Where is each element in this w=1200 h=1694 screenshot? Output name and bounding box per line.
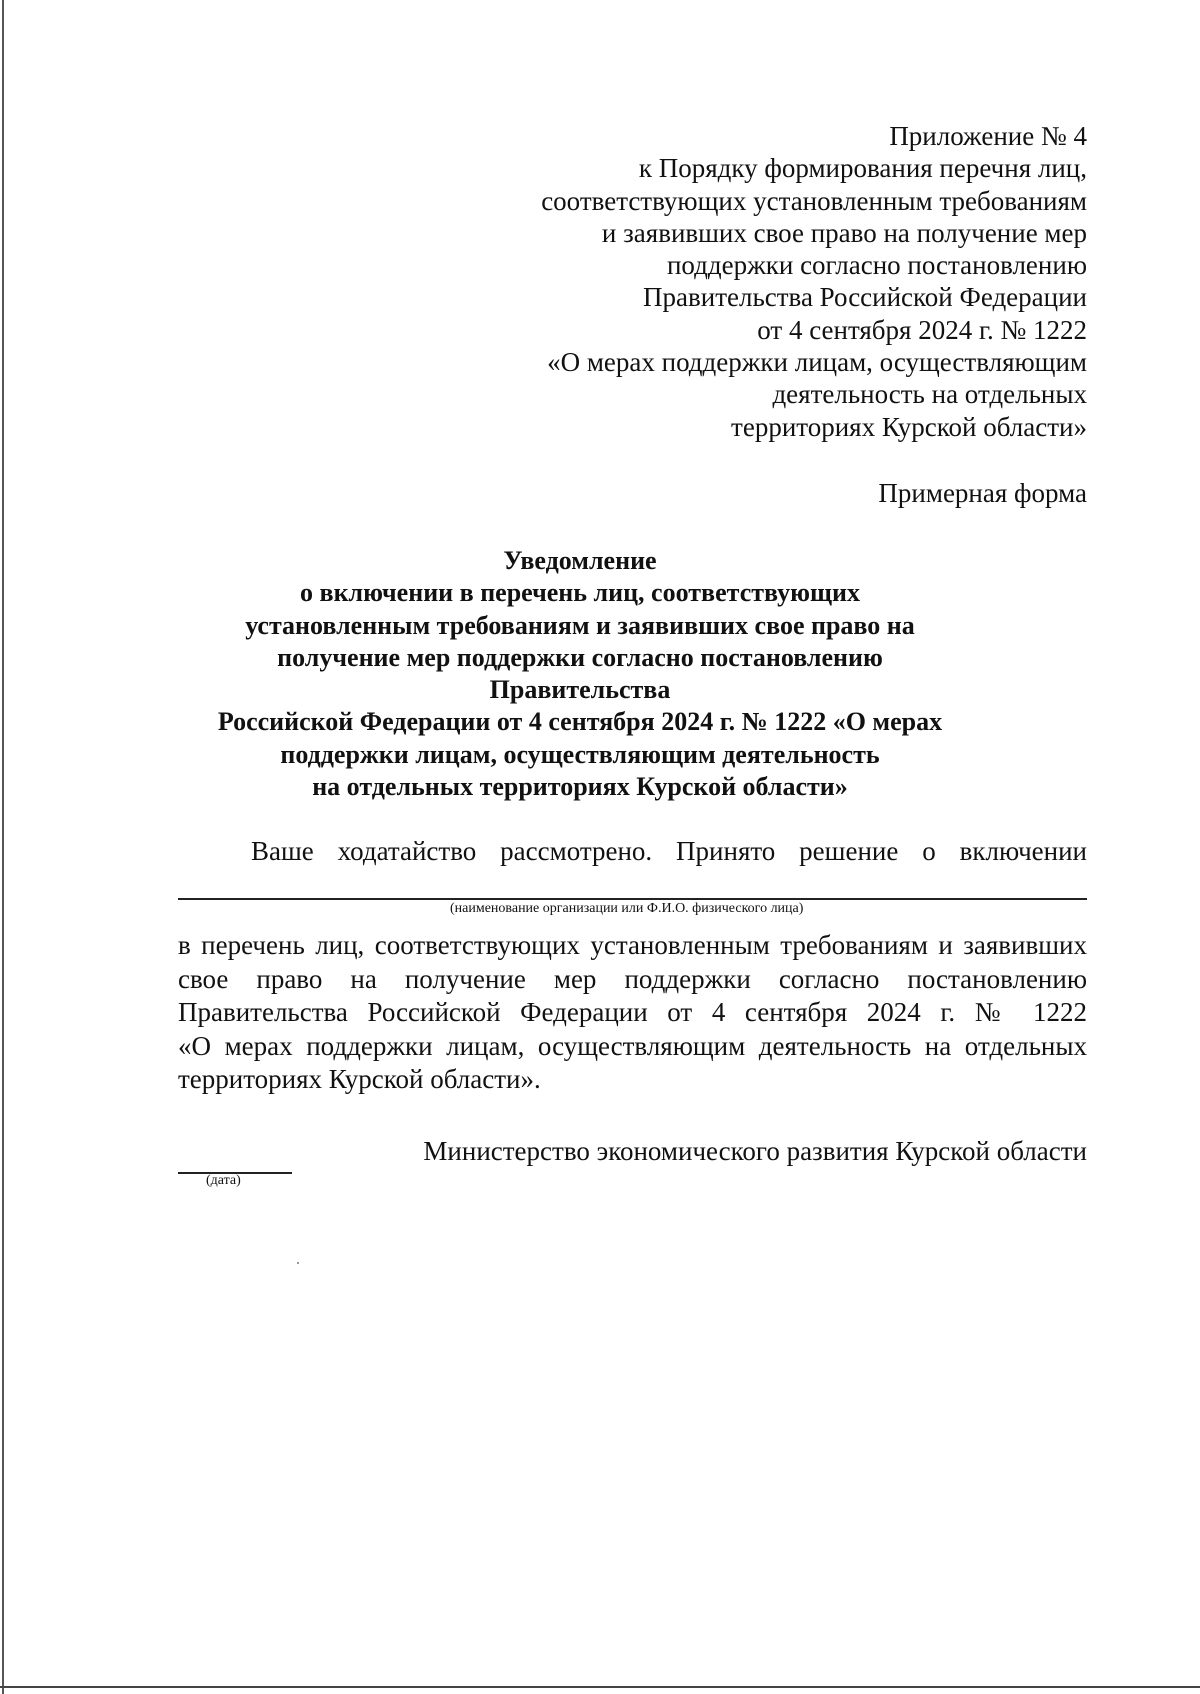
- title-line: Правительства: [489, 675, 671, 705]
- title-line: на отдельных территориях Курской области»: [312, 772, 848, 802]
- title-line: Российской Федерации от 4 сентября 2024 г. № 1222 «О мерах: [217, 707, 943, 737]
- appendix-line: и заявивших свое право на получение мер: [601, 217, 1087, 248]
- title-line: поддержки лицам, осуществляющим деятельность: [280, 739, 880, 769]
- body-line: Правительства Российской Федерации от 4 сентября 2024 г. № 1222: [178, 997, 1087, 1027]
- organization-name-caption: (наименование организации или Ф.И.О. физического лица): [450, 901, 804, 916]
- appendix-line: соответствующих установленным требованиям: [541, 185, 1087, 216]
- appendix-line: Правительства Российской Федерации: [643, 282, 1087, 313]
- appendix-line: деятельность на отдельных: [772, 379, 1087, 410]
- intro-paragraph: Ваше ходатайство рассмотрено. Принято решение о включении: [251, 836, 1087, 866]
- appendix-line: Приложение № 4: [889, 121, 1087, 151]
- body-line: территориях Курской области».: [178, 1064, 541, 1094]
- title-line: о включении в перечень лиц, соответствующих: [300, 578, 860, 608]
- title-line: получение мер поддержки согласно постановлению: [277, 642, 883, 672]
- appendix-line: к Порядку формирования перечня лиц,: [638, 153, 1087, 184]
- title-line: Уведомление: [503, 546, 657, 575]
- body-paragraph: [178, 929, 1087, 1097]
- scan-speck: [297, 1262, 299, 1264]
- organization-name-blank-line: [178, 898, 1087, 900]
- body-line: «О мерах поддержки лицам, осуществляющим деятельность на отдельных: [178, 1030, 1087, 1061]
- date-caption: (дата): [206, 1173, 241, 1188]
- body-line: свое право на получение мер поддержки согласно постановлению: [178, 963, 1087, 994]
- appendix-line: поддержки согласно постановлению: [666, 250, 1087, 281]
- appendix-line: от 4 сентября 2024 г. № 1222: [757, 314, 1087, 345]
- title-line: установленным требованиям и заявивших свое право на: [245, 610, 915, 640]
- appendix-line: «О мерах поддержки лицам, осуществляющим: [547, 347, 1087, 378]
- appendix-header: [387, 120, 1087, 443]
- scan-edge-left: [2, 0, 4, 1694]
- document-title: [170, 545, 990, 803]
- body-line: в перечень лиц, соответствующих установленным требованиям и заявивших: [178, 930, 1087, 960]
- appendix-line: территориях Курской области»: [731, 411, 1087, 442]
- scan-edge-bottom: [0, 1686, 1200, 1688]
- ministry-signature: Министерство экономического развития Курской области: [423, 1136, 1087, 1166]
- form-kind-label: Примерная форма: [878, 478, 1087, 508]
